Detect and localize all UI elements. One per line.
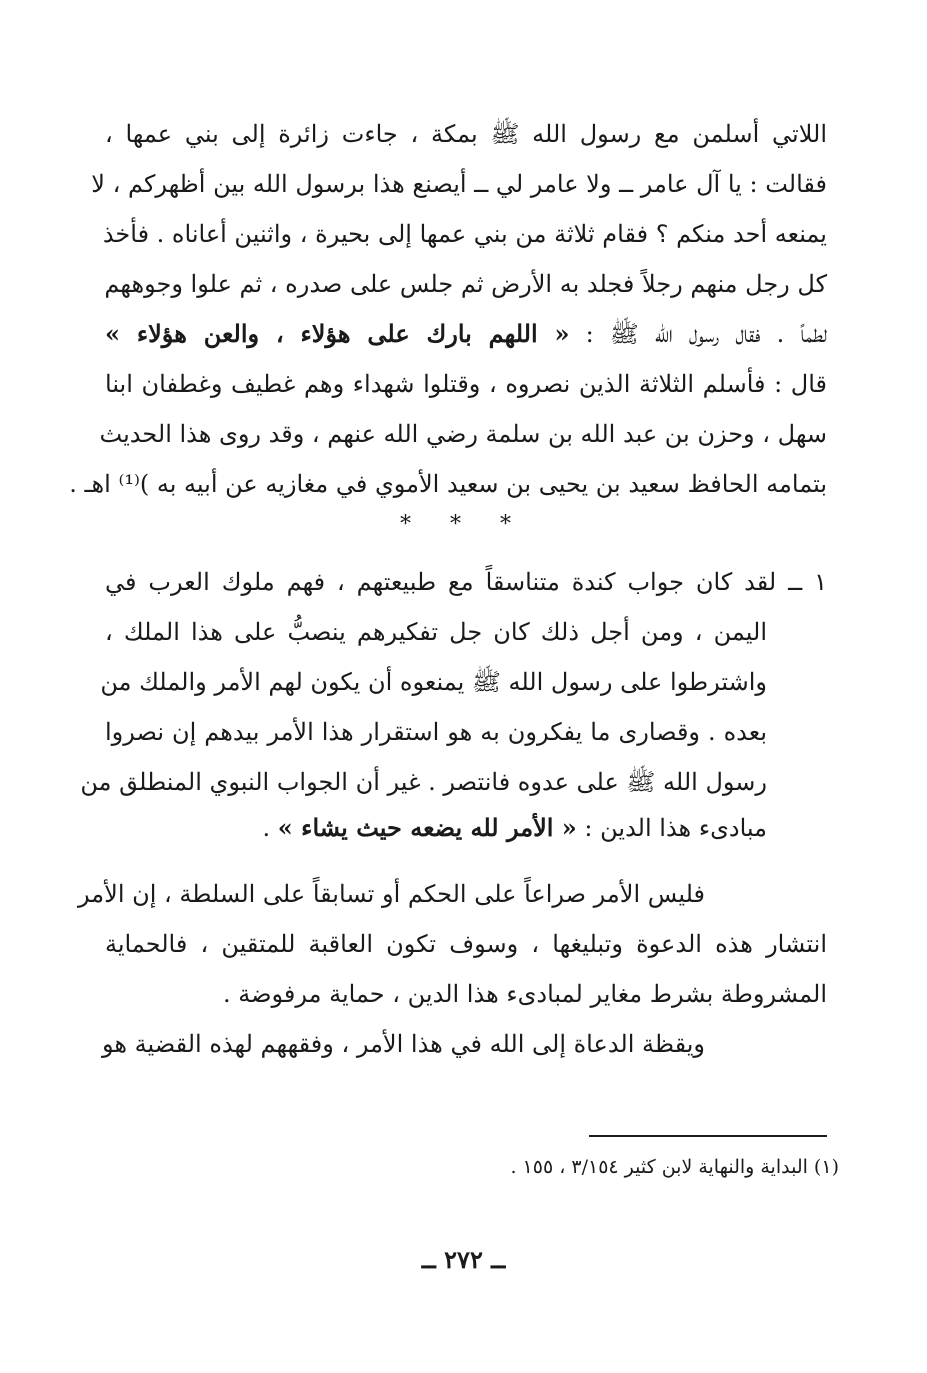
footnote: (١) البداية والنهاية لابن كثير ٣/١٥٤ ، ١٥٥ .	[510, 1156, 839, 1178]
section-separator: * * *	[400, 512, 527, 537]
text-line: رسول الله ﷺ على عدوه فانتصر . غير أن الجواب النبوي المنطلق من	[80, 768, 767, 796]
text-line: انتشار هذه الدعوة وتبليغها ، وسوف تكون العاقبة للمتقين ، فالحماية	[105, 930, 827, 958]
text-span: مبادىء هذا الدين :	[576, 814, 767, 842]
footnote-rule	[589, 1135, 827, 1137]
numbered-item-line: ١ ــ لقد كان جواب كندة متناسقاً مع طبيعتهم ، فهم ملوك العرب في	[105, 568, 827, 596]
text-span: .	[262, 814, 278, 842]
text-span: لطماً . فقال رسول الله ﷺ :	[569, 320, 827, 348]
prophetic-quote: « الأمر لله يضعه حيث يشاء »	[277, 813, 577, 842]
text-line: سهل ، وحزن بن عبد الله بن سلمة رضي الله عنهم ، وقد روى هذا الحديث	[99, 420, 827, 448]
text-line: ويقظة الدعاة إلى الله في هذا الأمر ، وفقههم لهذه القضية هو	[102, 1030, 705, 1058]
text-line: اليمن ، ومن أجل ذلك كان جل تفكيرهم ينصبُّ على هذا الملك ،	[105, 618, 767, 646]
text-line: بعده . وقصارى ما يفكرون به هو استقرار هذا الأمر بيدهم إن نصروا	[105, 718, 767, 746]
text-line: يمنعه أحد منكم ؟ فقام ثلاثة من بني عمها إلى بحيرة ، واثنين أعاناه . فأخذ	[102, 220, 827, 248]
text-line: واشترطوا على رسول الله ﷺ يمنعوه أن يكون لهم الأمر والملك من	[100, 668, 767, 696]
text-line: قال : فأسلم الثلاثة الذين نصروه ، وقتلوا شهداء وهم غطيف وغطفان ابنا	[105, 370, 827, 398]
text-line	[105, 808, 767, 848]
text-line: فقالت : يا آل عامر ــ ولا عامر لي ــ أيصنع هذا برسول الله بين أظهركم ، لا	[91, 170, 827, 198]
text-line	[105, 314, 827, 354]
prophetic-quote: « اللهم بارك على هؤلاء ، والعن هؤلاء »	[105, 319, 570, 348]
text-line: فليس الأمر صراعاً على الحكم أو تسابقاً على السلطة ، إن الأمر	[78, 880, 705, 908]
text-line: بتمامه الحافظ سعيد بن يحيى بن سعيد الأموي في مغازيه عن أبيه به )⁽¹⁾ اهـ .	[69, 470, 827, 498]
text-line: كل رجل منهم رجلاً فجلد به الأرض ثم جلس على صدره ، ثم علوا وجوههم	[104, 270, 827, 298]
text-line: اللاتي أسلمن مع رسول الله ﷺ بمكة ، جاءت زائرة إلى بني عمها ،	[105, 120, 827, 148]
text-line: المشروطة بشرط مغاير لمبادىء هذا الدين ، حماية مرفوضة .	[222, 980, 827, 1008]
page-number: ــ ٢٧٢ ــ	[421, 1245, 506, 1274]
